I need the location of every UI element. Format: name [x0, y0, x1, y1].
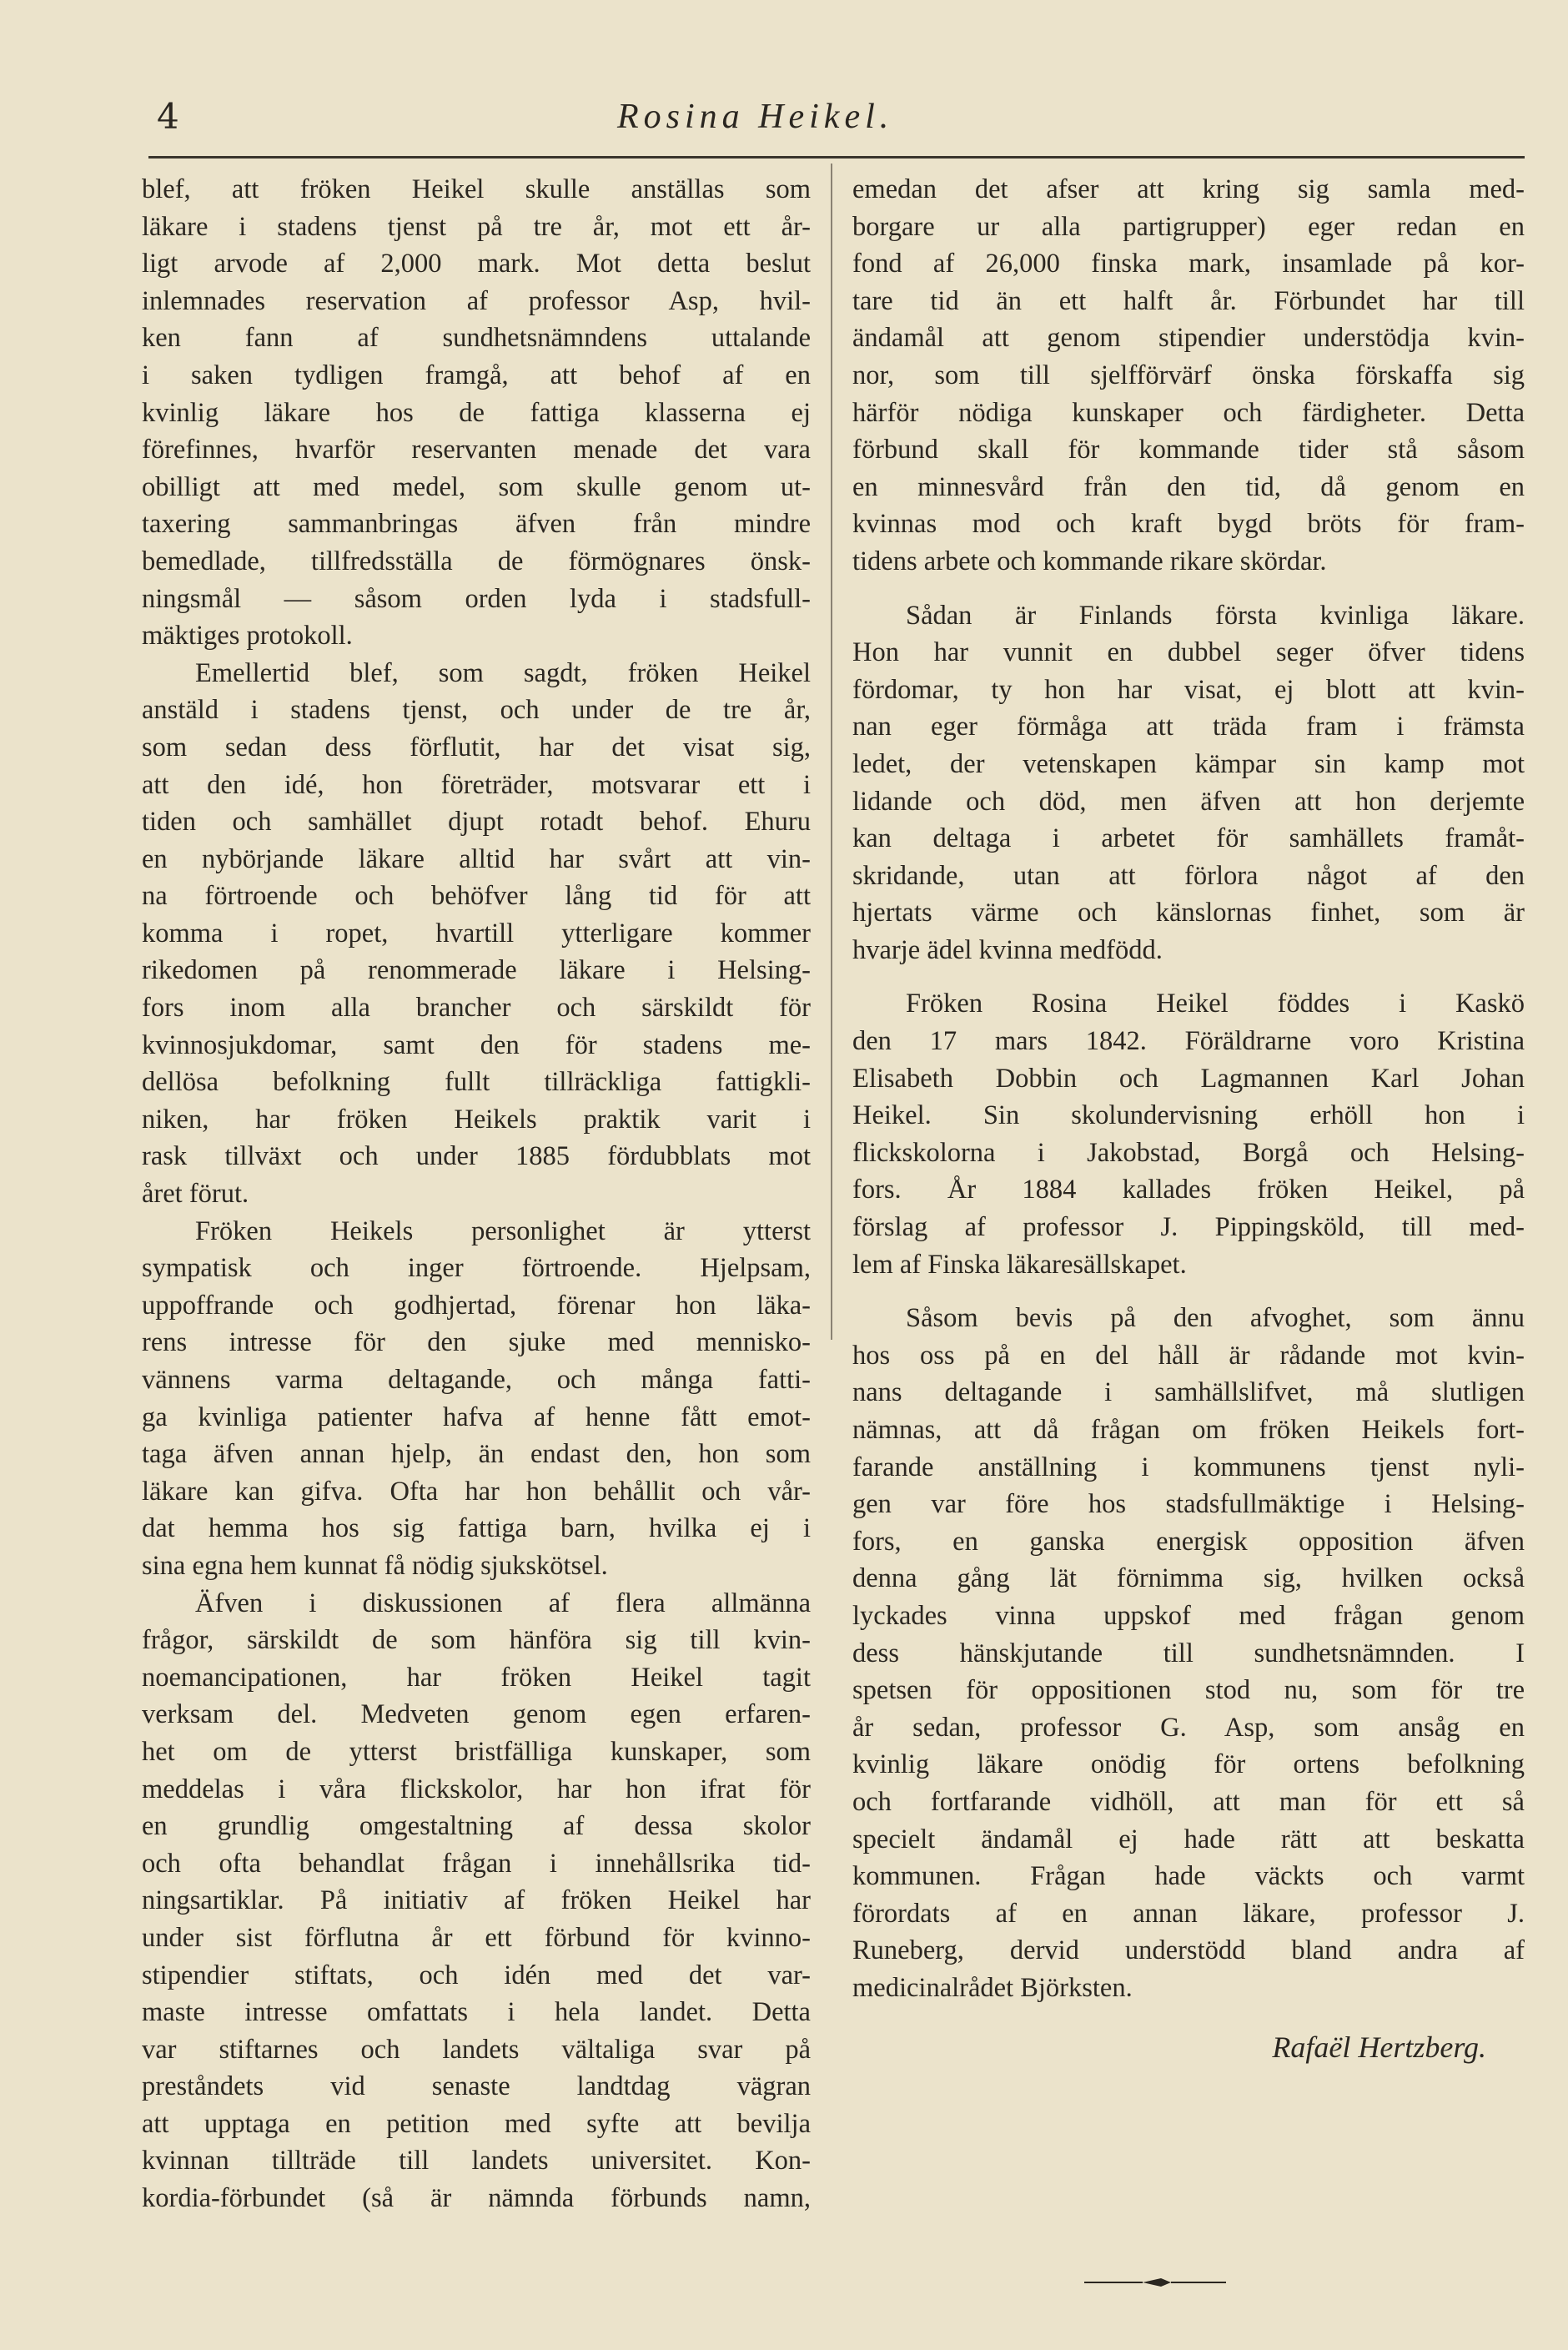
text-line: kvinnosjukdomar, samt den för stadens me-: [142, 1029, 811, 1060]
text-line: lyckades vinna uppskof med frågan genom: [852, 1600, 1525, 1631]
text-line: frågor, särskildt de som hänföra sig till kvin-: [142, 1625, 811, 1656]
text-line: emedan det afser att kring sig samla med-: [852, 174, 1525, 204]
text-line: läkare i stadens tjenst på tre år, mot ett år-: [142, 211, 811, 242]
text-line: niken, har fröken Heikels praktik varit i: [142, 1104, 811, 1135]
paragraph-gap: [852, 1283, 1525, 1300]
text-line: bemedlade, tillfredsställa de förmögnares önsk-: [142, 546, 811, 576]
text-line: Heikel. Sin skolundervisning erhöll hon i: [852, 1100, 1525, 1131]
text-line: som sedan dess förflutit, har det visat sig,: [142, 732, 811, 762]
text-line: tiden och samhället djupt rotadt behof. Ehuru: [142, 807, 811, 838]
text-line: borgare ur alla partigrupper) eger redan en: [852, 211, 1525, 242]
text-line: ken fann af sundhetsnämndens uttalande: [142, 323, 811, 354]
text-line: ändamål att genom stipendier understödja kvin-: [852, 323, 1525, 354]
text-line: ningsartiklar. På initiativ af fröken Heikel har: [142, 1885, 811, 1916]
text-line: Fröken Heikels personlighet är ytterst: [195, 1215, 811, 1246]
text-line: härför nödiga kunskaper och färdigheter. Detta: [852, 397, 1525, 428]
text-line: medicinalrådet Björksten.: [852, 1972, 1133, 2003]
text-line: nor, som till sjelfförvärf önska förskaffa sig: [852, 360, 1525, 390]
text-line: kan deltaga i arbetet för samhällets framåt-: [852, 823, 1525, 854]
text-line: förefinnes, hvarför reservanten menade det vara: [142, 435, 811, 465]
text-line: läkare kan gifva. Ofta har hon behållit och vår-: [142, 1476, 811, 1507]
text-line: och fortfarande vidhöll, att man för ett så: [852, 1786, 1525, 1817]
text-line: förslag af professor J. Pippingsköld, till med-: [852, 1212, 1525, 1243]
text-line: stipendier stiftats, och idén med det var-: [142, 1960, 811, 1990]
text-line: fördomar, ty hon har visat, ej blott att kvin-: [852, 674, 1525, 705]
text-line: noemancipationen, har fröken Heikel tagit: [142, 1662, 811, 1693]
left-column: [142, 171, 811, 2217]
text-line: kvinnan tillträde till landets universitet. Kon-: [142, 2146, 811, 2176]
text-line: en nybörjande läkare alltid har svårt att vin-: [142, 843, 811, 874]
text-line: i saken tydligen framgå, att behof af en: [142, 360, 811, 390]
text-line: kvinnas mod och kraft bygd bröts för fram-: [852, 509, 1525, 540]
text-line: Elisabeth Dobbin och Lagmannen Karl Johan: [852, 1063, 1525, 1094]
text-line: nans deltagande i samhällslifvet, må slutligen: [852, 1377, 1525, 1408]
text-line: rens intresse för den sjuke med mennisko-: [142, 1327, 811, 1358]
text-line: ligt arvode af 2,000 mark. Mot detta beslut: [142, 249, 811, 279]
text-line: taxering sammanbringas äfven från mindre: [142, 509, 811, 540]
paragraph-gap: [852, 581, 1525, 597]
text-line: anstäld i stadens tjenst, och under de tre år,: [142, 695, 811, 726]
text-line: var stiftarnes och landets vältaliga svar på: [142, 2034, 811, 2065]
text-line: kordia-förbundet (så är nämnda förbunds namn,: [142, 2183, 811, 2214]
text-line: fond af 26,000 finska mark, insamlade på kor-: [852, 249, 1525, 279]
text-line: sina egna hem kunnat få nödig sjukskötsel.: [142, 1550, 608, 1581]
text-line: maste intresse omfattats i hela landet. Detta: [142, 1997, 811, 2028]
text-line: Såsom bevis på den afvoghet, som ännu: [906, 1303, 1525, 1334]
text-line: gen var före hos stadsfullmäktige i Helsing-: [852, 1489, 1525, 1520]
text-line: kvinlig läkare hos de fattiga klasserna ej: [142, 397, 811, 428]
text-line: komma i ropet, hvartill ytterligare kommer: [142, 918, 811, 949]
text-line: skridande, utan att förlora något af den: [852, 860, 1525, 891]
text-line: meddelas i våra flickskolor, har hon ifrat för: [142, 1774, 811, 1804]
author-signature: Rafaël Hertzberg.: [1272, 2030, 1486, 2064]
text-line: fors. År 1884 kallades fröken Heikel, på: [852, 1175, 1525, 1205]
text-line: fors inom alla brancher och särskildt för: [142, 993, 811, 1024]
text-line: fors, en ganska energisk opposition äfven: [852, 1526, 1525, 1557]
text-line: kvinlig läkare onödig för ortens befolkning: [852, 1749, 1525, 1780]
text-line: Sådan är Finlands första kvinliga läkare.: [906, 600, 1525, 631]
text-line: tidens arbete och kommande rikare skördar.: [852, 546, 1327, 576]
text-line: sympatisk och inger förtroende. Hjelpsam,: [142, 1253, 811, 1284]
text-line: ningsmål — såsom orden lyda i stadsfull-: [142, 583, 811, 614]
text-line: den 17 mars 1842. Föräldrarne voro Kristina: [852, 1026, 1525, 1057]
text-line: Runeberg, dervid understödd bland andra af: [852, 1935, 1525, 1966]
header-rule: [148, 156, 1525, 159]
text-line: denna gång lät förnimma sig, hvilken också: [852, 1563, 1525, 1594]
text-line: verksam del. Medveten genom egen erfaren-: [142, 1699, 811, 1730]
text-line: att upptaga en petition med syfte att bevilja: [142, 2108, 811, 2139]
page-number: 4: [157, 96, 179, 137]
text-line: dellösa befolkning fullt tillräckliga fattigkli-: [142, 1067, 811, 1098]
text-line: en minnesvård från den tid, då genom en: [852, 471, 1525, 502]
text-line: förordats af en annan läkare, professor J.: [852, 1898, 1525, 1929]
text-line: under sist förflutna år ett förbund för kvinno-: [142, 1922, 811, 1953]
end-ornament: [1084, 2276, 1226, 2289]
text-line: tare tid än ett halft år. Förbundet har till: [852, 285, 1525, 316]
text-line: och ofta behandlat frågan i innehållsrika tid-: [142, 1848, 811, 1879]
text-line: na förtroende och behöfver lång tid för att: [142, 881, 811, 912]
text-line: Fröken Rosina Heikel föddes i Kaskö: [906, 989, 1525, 1019]
running-title: Rosina Heikel.: [617, 98, 894, 136]
text-line: nämnas, att då frågan om fröken Heikels fort-: [852, 1415, 1525, 1445]
text-line: taga äfven annan hjelp, än endast den, hon som: [142, 1439, 811, 1470]
column-divider: [831, 164, 832, 1340]
text-line: het om de ytterst bristfälliga kunskaper, som: [142, 1736, 811, 1767]
text-line: kommunen. Frågan hade väckts och varmt: [852, 1861, 1525, 1892]
text-line: Emellertid blef, som sagdt, fröken Heikel: [195, 657, 811, 688]
paragraph-gap: [852, 969, 1525, 985]
right-column: [852, 171, 1525, 2069]
text-line: år sedan, professor G. Asp, som ansåg en: [852, 1712, 1525, 1743]
text-line: spetsen för oppositionen stod nu, som för tre: [852, 1675, 1525, 1706]
text-line: rikedomen på renommerade läkare i Helsing-: [142, 955, 811, 986]
text-line: ga kvinliga patienter hafva af henne fått emot-: [142, 1401, 811, 1432]
text-line: Äfven i diskussionen af flera allmänna: [195, 1588, 811, 1618]
text-line: året förut.: [142, 1179, 249, 1210]
text-line: en grundlig omgestaltning af dessa skolor: [142, 1811, 811, 1842]
text-line: hos oss på en del håll är rådande mot kvin-: [852, 1340, 1525, 1371]
text-line: obilligt att med medel, som skulle genom ut-: [142, 471, 811, 502]
text-line: inlemnades reservation af professor Asp, hvil-: [142, 285, 811, 316]
text-line: hjertats värme och känslornas finhet, som är: [852, 898, 1525, 928]
text-line: ledet, der vetenskapen kämpar sin kamp mot: [852, 748, 1525, 779]
text-line: lem af Finska läkaresällskapet.: [852, 1249, 1187, 1280]
text-line: uppoffrande och godhjertad, förenar hon läka-: [142, 1290, 811, 1321]
text-line: farande anställning i kommunens tjenst nyli-: [852, 1452, 1525, 1482]
text-line: att den idé, hon företräder, motsvarar ett i: [142, 769, 811, 800]
text-line: dat hemma hos sig fattiga barn, hvilka ej i: [142, 1513, 811, 1544]
text-line: nan eger förmåga att träda fram i främsta: [852, 712, 1525, 742]
text-line: preståndets vid senaste landtdag vägran: [142, 2071, 811, 2102]
text-line: vännens varma deltagande, och många fatti-: [142, 1365, 811, 1395]
text-line: lidande och död, men äfven att hon derjemte: [852, 786, 1525, 817]
text-line: hvarje ädel kvinna medfödd.: [852, 934, 1163, 965]
text-line: dess hänskjutande till sundhetsnämnden. I: [852, 1638, 1525, 1668]
text-line: blef, att fröken Heikel skulle anställas som: [142, 174, 811, 204]
text-line: Hon har vunnit en dubbel seger öfver tidens: [852, 637, 1525, 668]
text-line: mäktiges protokoll.: [142, 621, 353, 652]
text-line: rask tillväxt och under 1885 fördubblats mot: [142, 1141, 811, 1172]
text-line: specielt ändamål ej hade rätt att beskatta: [852, 1824, 1525, 1854]
text-line: flickskolorna i Jakobstad, Borgå och Helsing-: [852, 1137, 1525, 1168]
text-line: förbund skall för kommande tider stå såsom: [852, 435, 1525, 465]
